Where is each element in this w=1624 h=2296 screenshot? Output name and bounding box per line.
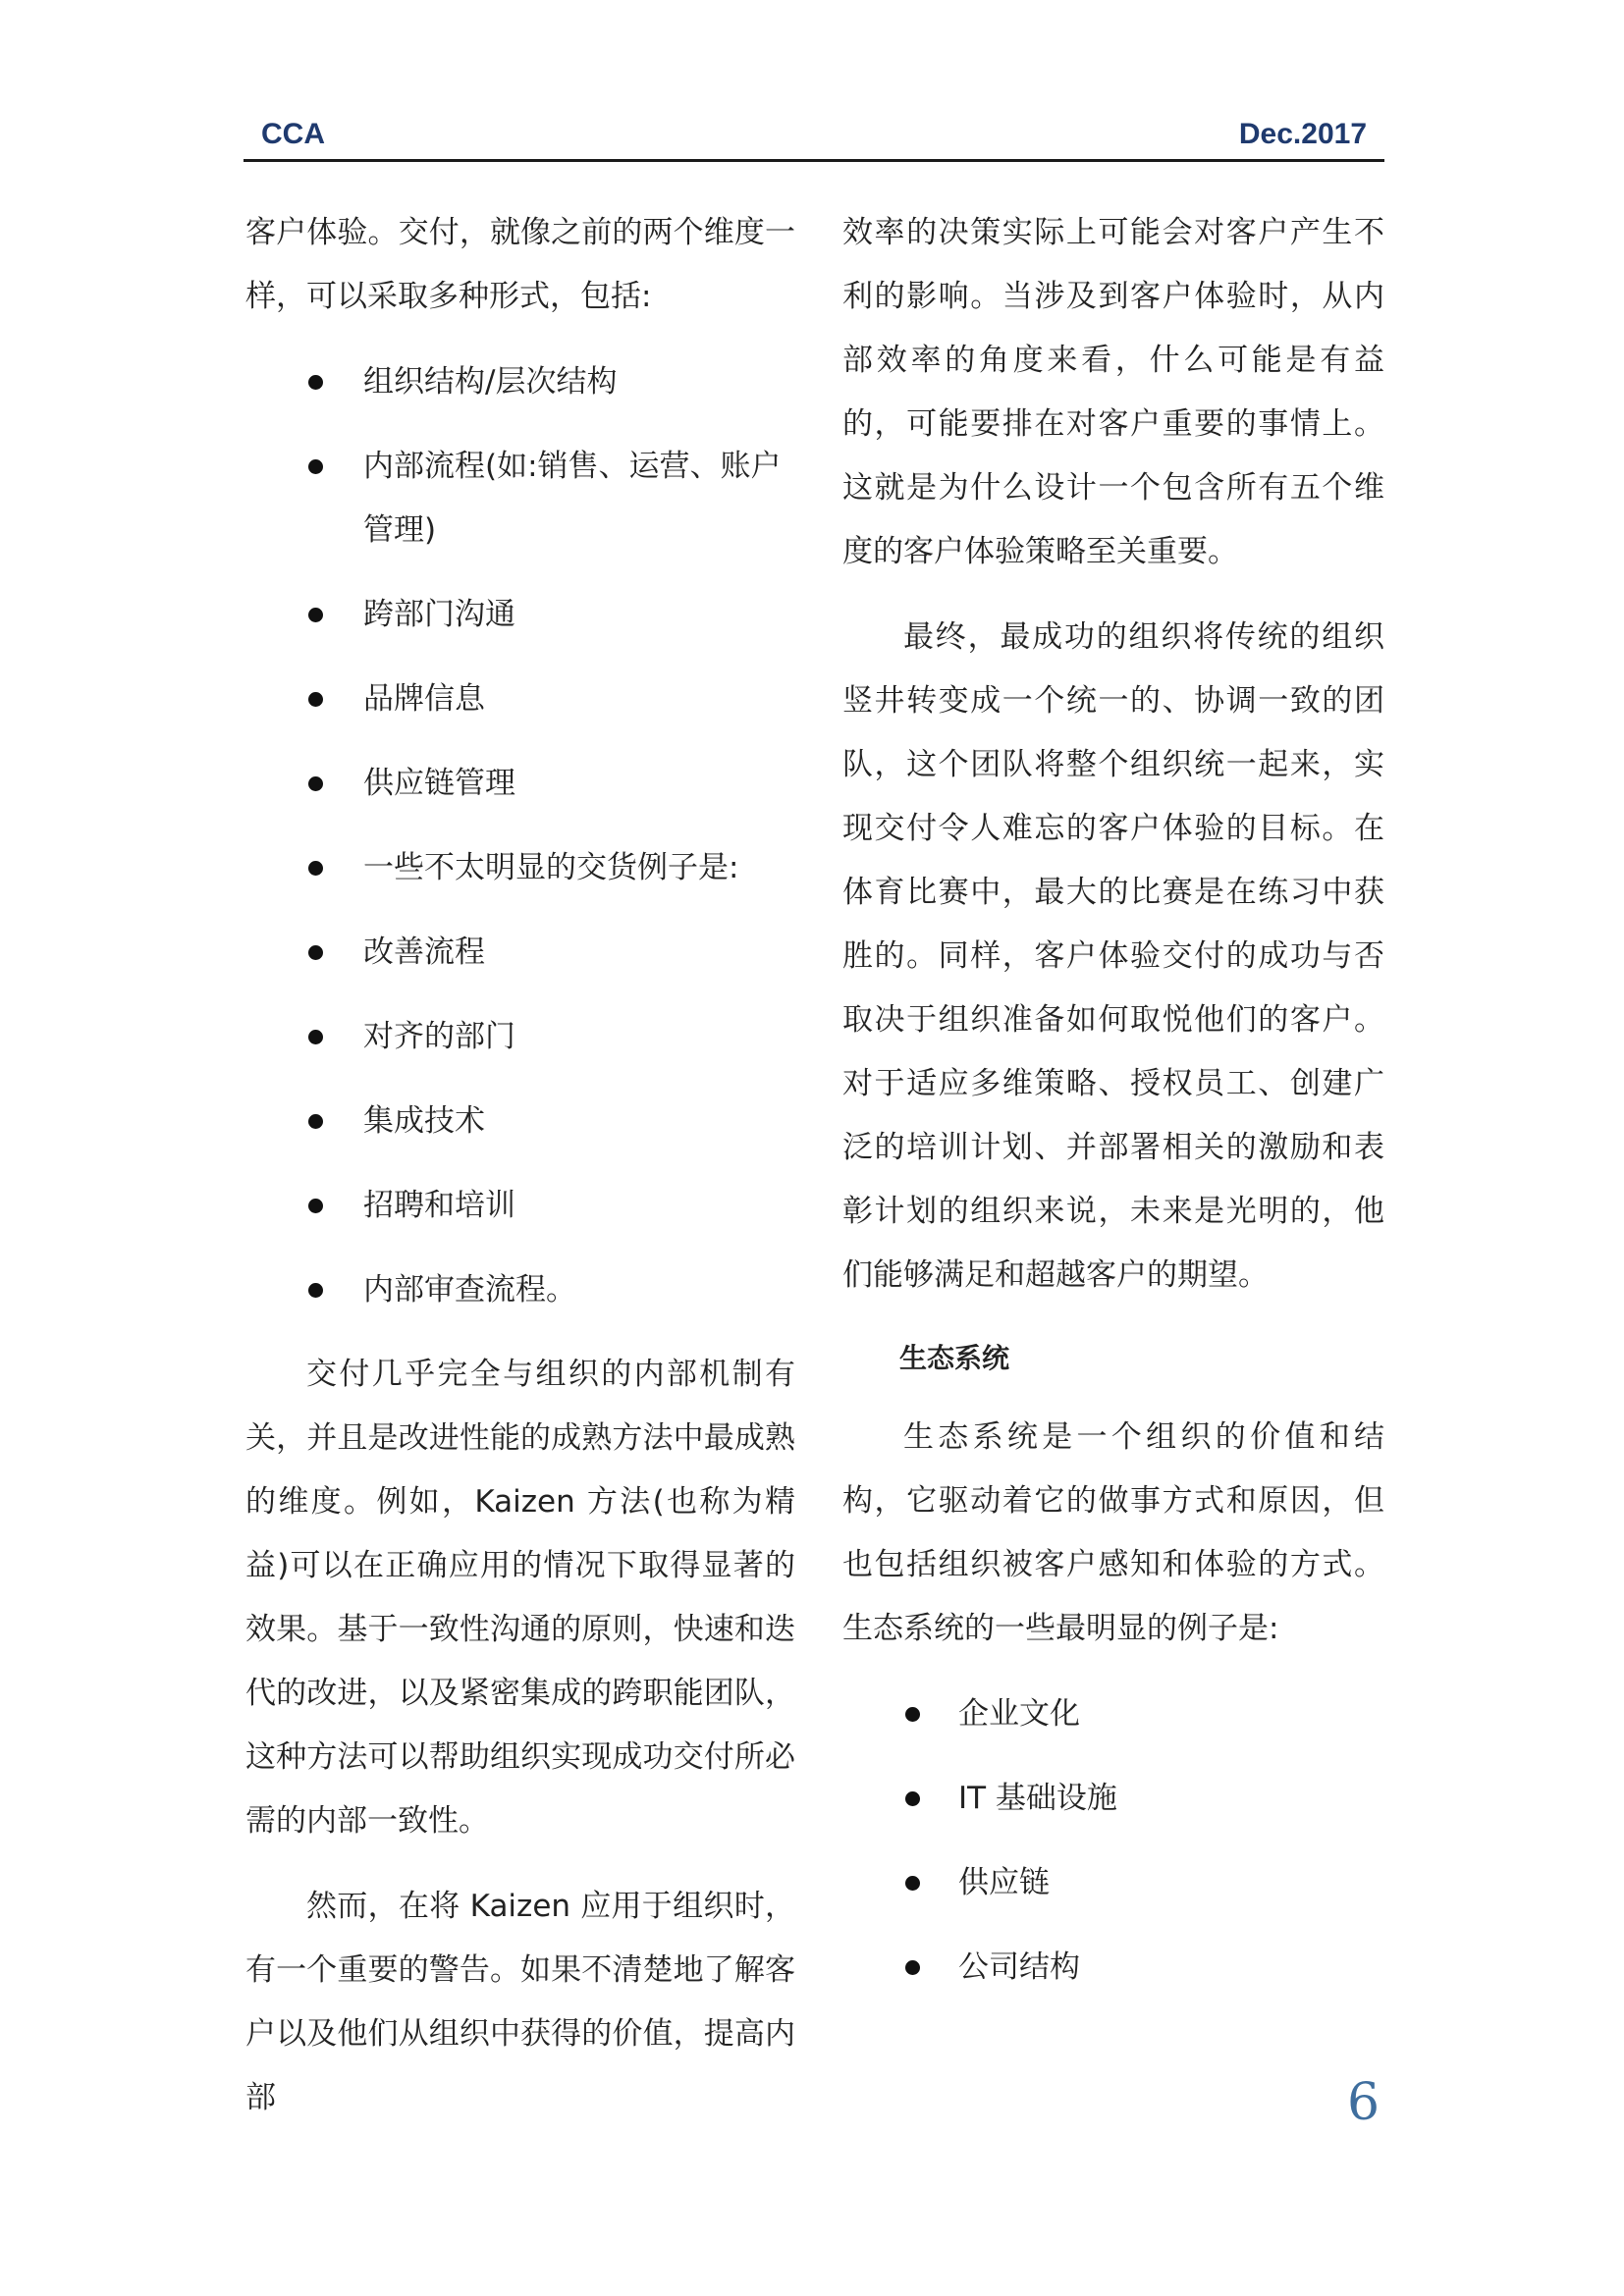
bullet-icon [308,1283,323,1298]
list-item: 内部审查流程。 [245,1258,795,1322]
journal-name: CCA [261,118,325,150]
conclusion-paragraph: 最终，最成功的组织将传统的组织竖井转变成一个统一的、协调一致的团队，这个团队将整个组织统一起来，实现交付令人难忘的客户体验的目标。在体育比赛中，最大的比赛是在练习中获胜的。同样，客户体验交付的成功与否取决于组织准备如何取悦他们的客户。对于适应多维策略、授权员工、创建广泛的培训计划、并部署相关的激励和表彰计划的组织来说，未来是光明的，他们能够满足和超越客户的期望。 [842,619,1384,1293]
bullet-icon [905,1960,920,1975]
intro-paragraph: 客户体验。交付，就像之前的两个维度一样，可以采取多种形式，包括: [245,215,795,314]
list-item: 一些不太明显的交货例子是: [245,836,795,900]
bullet-icon [308,1199,323,1213]
bullet-icon [308,945,323,960]
list-item: IT 基础设施 [842,1767,1384,1831]
list-item: 品牌信息 [245,667,795,731]
bullet-icon [905,1707,920,1722]
kaizen-paragraph: 交付几乎完全与组织的内部机制有关，并且是改进性能的成熟方法中最成熟的维度。例如，Kaizen 方法(也称为精益)可以在正确应用的情况下取得显著的效果。基于一致性沟通的原则，快速和迭代的改进，以及紧密集成的跨职能团队，这种方法可以帮助组织实现成功交付所必需的内部一致性。 [245,1357,795,1839]
bullet-icon [308,459,323,474]
bullet-icon [308,861,323,876]
ecosystem-bullet-list [842,1682,1384,2000]
list-item: 组织结构/层次结构 [245,350,795,414]
list-item: 改善流程 [245,921,795,985]
bullet-icon [905,1791,920,1806]
list-item: 集成技术 [245,1090,795,1153]
bullet-icon [308,776,323,791]
section-heading-ecosystem: 生态系统 [899,1342,1010,1374]
bullet-icon [308,608,323,622]
ecosystem-paragraph: 生态系统是一个组织的价值和结构，它驱动着它的做事方式和原因，但也包括组织被客户感知和体验的方式。生态系统的一些最明显的例子是: [842,1419,1384,1646]
page-header [244,116,1384,162]
list-item: 供应链 [842,1851,1384,1915]
list-item: 对齐的部门 [245,1005,795,1069]
delivery-bullet-list [245,350,795,1322]
list-item: 跨部门沟通 [245,583,795,647]
right-column [842,201,1384,2020]
page-number: 6 [1347,2073,1380,2132]
bullet-icon [308,375,323,390]
list-item: 企业文化 [842,1682,1384,1746]
list-item: 招聘和培训 [245,1174,795,1238]
bullet-icon [905,1876,920,1891]
list-item: 公司结构 [842,1936,1384,2000]
list-item: 内部流程(如:销售、运营、账户管理) [245,435,795,562]
left-column [245,201,795,2152]
continuation-paragraph: 效率的决策实际上可能会对客户产生不利的影响。当涉及到客户体验时，从内部效率的角度来看，什么可能是有益的，可能要排在对客户重要的事情上。这就是为什么设计一个包含所有五个维度的客户体验策略至关重要。 [842,215,1384,569]
bullet-icon [308,1030,323,1044]
bullet-icon [308,1114,323,1129]
list-item: 供应链管理 [245,752,795,816]
warning-paragraph: 然而，在将 Kaizen 应用于组织时，有一个重要的警告。如果不清楚地了解客户以及他们从组织中获得的价值，提高内部 [245,1889,795,2115]
bullet-icon [308,692,323,707]
issue-date: Dec.2017 [1238,118,1367,150]
